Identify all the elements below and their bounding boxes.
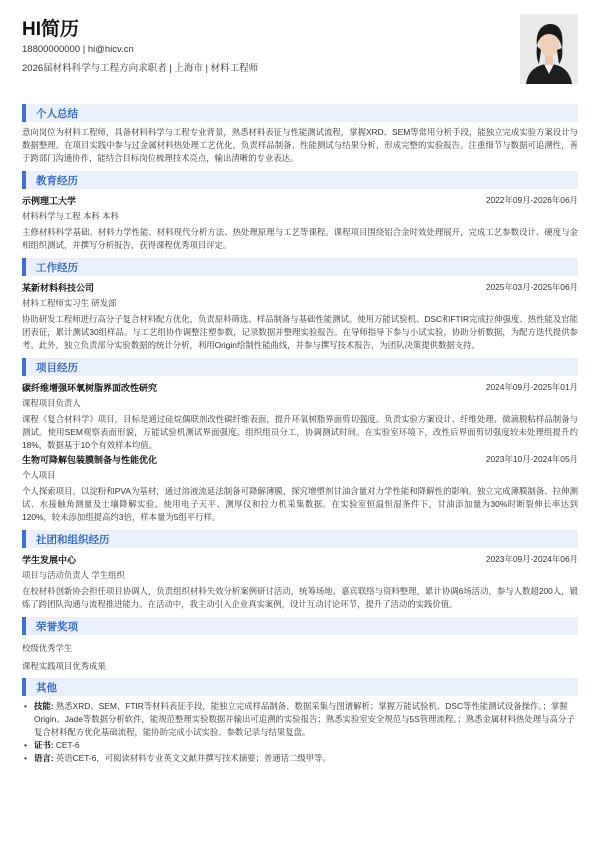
project-date: 2024年09月-2025年01月 [485,382,578,392]
school-name: 示例理工大学 [22,196,77,206]
project-role: 课程项目负责人 [22,398,81,408]
org-name: 学生发展中心 [22,555,77,565]
education-desc: 主修材料科学基础、材料力学性能、材料现代分析方法、热处理原理与工艺等课程。课程项目围绕铝合金时效处理展开，完成工艺参数设计、硬度与金相组织测试，并撰写分析报告，获得课程优秀项目评定。 [22,227,578,250]
work-section [22,258,578,352]
list-item: • 证书: CET-6 [34,739,578,752]
contact-line: 18800000000 | hi@hicv.cn [22,44,134,55]
section-title-campus: 社团和组织经历 [22,530,578,548]
other-list [22,700,578,765]
work-desc: 协助研发工程师进行高分子复合材料配方优化，负责原料筛选、样品制备与基础性能测试。使用万能试验机、DSC和FTIR完成拉伸强度、热性能及官能团表征，累计测试30组样品。与工艺组协作调整注塑参数，记录数据并整理实验报告。在导师指导下参与小试实验，协助分析数据，为配方迭代提供参考。此外，独立负责部分实验数据的统计分析，利用Origin绘制性能曲线，并参与撰写技术报告，为团队决策提供数据支持。 [22,314,578,350]
project-desc: 课程《复合材料学》项目，目标是通过硅烷偶联剂改性碳纤维表面，提升环氧树脂界面剪切强度。负责实验方案设计、纤维处理、微滴脱粘样品制备与测试。使用SEM观察表面形貌，万能试验机测试界面强度。组织组员分工，协调测试时间。在实验室环境下，改性后界面剪切强度较未处理组提升约18%，数据基于10个有效样本均值。 [22,414,578,450]
work-date: 2025年03月-2025年06月 [485,282,578,292]
campus-date: 2023年09月-2024年06月 [485,554,578,564]
work-row [22,281,578,294]
summary-section [22,104,578,165]
project-date: 2023年10月-2024年05月 [485,454,578,464]
project-desc: 个人探索项目，以淀粉和PVA为基材，通过溶液流延法制备可降解薄膜，探究增塑剂甘油含量对力学性能和降解性的影响。独立完成薄膜制备、拉伸测试、水接触角测量及土壤降解实验。使用电子天平、测厚仪和拉力机采集数据。在实验室恒温恒湿条件下，甘油添加量为30%时断裂伸长率达到120%，较未添加组提高约3倍，样本量为5组平行样。 [22,486,578,522]
education-date: 2022年09月-2026年06月 [485,195,578,205]
section-title-work: 工作经历 [22,258,578,276]
education-row [22,194,578,207]
honor-item: 校级优秀学生 [22,643,73,653]
work-role: 材料工程师实习生 研发部 [22,298,117,308]
campus-section [22,530,578,611]
resume-name: HI简历 [22,19,80,40]
list-item: • 语言: 英语CET-6，可阅读材料专业英文文献并撰写技术摘要；普通话二级甲等。 [34,752,578,765]
project-row [22,453,578,466]
section-title-honors: 荣誉奖项 [22,617,578,635]
list-item: • 技能: 熟悉XRD、SEM、FTIR等材料表征手段，能独立完成样品制备、数据采集与图谱解析；掌握万能试验机、DSC等性能测试设备操作。；掌握Origin、Jade等数据分析软件，能规范整理实验数据并输出可追溯的实验报告；熟悉实验室安全规范与5S管理流程。；熟悉金属材料热处理与高分子复合材料配方优化基础流程，能协助完成小试实验、参数记录与结果复盘。 [34,700,578,739]
campus-role: 项目与活动负责人 学生组织 [22,570,125,580]
section-title-projects: 项目经历 [22,358,578,376]
campus-desc: 在校材料创新协会担任项目协调人，负责组织材料失效分析案例研讨活动，统筹场地、嘉宾联络与资料整理，累计协调6场活动，参与人数超200人，锻炼了跨团队沟通与流程推进能力。在活动中，我主动引入企业真实案例，设计互动讨论环节，提升了活动的实践价值。 [22,586,578,609]
profile-photo [520,14,578,84]
project-name: 生物可降解包装膜制备与性能优化 [22,455,158,465]
honors-section [22,617,578,672]
project-name: 碳纤维增强环氧树脂界面改性研究 [22,383,158,393]
projects-section [22,358,578,524]
degree-text: 材料科学与工程 本科 本科 [22,211,119,221]
honor-item: 课程实践项目优秀成果 [22,661,106,671]
education-section [22,171,578,252]
section-title-summary: 个人总结 [22,104,578,122]
project-role: 个人项目 [22,470,56,480]
job-intent-line: 2026届材料科学与工程方向求职者 | 上海市 | 材料工程师 [22,63,259,74]
other-section [22,678,578,765]
resume-header [0,0,600,98]
company-name: 某新材料科技公司 [22,283,95,293]
campus-row [22,553,578,566]
section-title-other: 其他 [22,678,578,696]
project-row [22,381,578,394]
summary-text: 意向岗位为材料工程师，具备材料科学与工程专业背景，熟悉材料表征与性能测试流程，掌握XRD、SEM等常用分析手段，能独立完成实验方案设计与数据整理。在项目实践中参与过金属材料热处理工艺优化，负责样品制备、性能测试与结果分析，形成完整的实验报告。注重细节与数据可追溯性，善于跨部门沟通协作，能结合目标岗位梳理技术亮点，输出清晰的专业表达。 [22,127,578,163]
section-title-education: 教育经历 [22,171,578,189]
